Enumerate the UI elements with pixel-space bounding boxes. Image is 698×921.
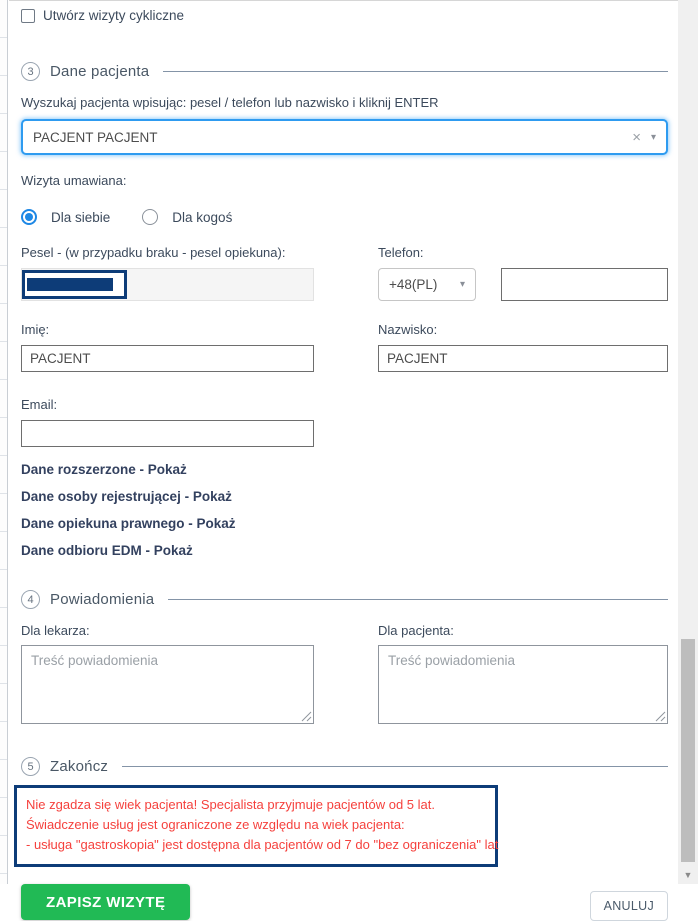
save-visit-button[interactable]: ZAPISZ WIZYTĘ (21, 884, 190, 920)
radio-for-other-label: Dla kogoś (172, 209, 233, 225)
radio-for-self-label: Dla siebie (51, 209, 111, 225)
phone-row (378, 268, 668, 301)
chevron-down-icon: ▾ (459, 279, 465, 290)
section-title: Dane pacjenta (50, 63, 150, 80)
recurring-visits-checkbox[interactable] (21, 9, 35, 23)
link-registering-person-data[interactable]: Dane osoby rejestrującej - Pokaż (21, 489, 232, 504)
visit-for-radio-group (21, 209, 668, 225)
radio-for-other[interactable] (142, 209, 158, 225)
expandable-data-links (21, 462, 668, 558)
phone-label: Telefon: (378, 245, 424, 260)
patient-notification-textarea[interactable] (379, 646, 667, 723)
link-extended-data[interactable]: Dane rozszerzone - Pokaż (21, 462, 187, 477)
email-label: Email: (21, 397, 58, 412)
phone-input[interactable] (501, 268, 668, 301)
background-panel-edge (0, 0, 8, 884)
scrollbar-thumb[interactable] (681, 639, 695, 862)
pesel-phone-row (21, 245, 668, 301)
step-number-icon: 3 (21, 62, 40, 81)
form-actions (21, 884, 668, 921)
clear-icon[interactable]: × (632, 128, 641, 146)
patient-search-box (21, 119, 668, 155)
notification-labels-row (21, 623, 668, 638)
pesel-input[interactable] (21, 268, 314, 301)
doctor-notification-wrap (21, 645, 314, 724)
email-field-group (21, 397, 314, 447)
patient-notification-label: Dla pacjenta: (378, 623, 454, 638)
resize-handle-icon[interactable] (301, 711, 312, 722)
patient-search-hint: Wyszukaj pacjenta wpisując: pesel / telefon lub nazwisko i kliknij ENTER (21, 95, 439, 110)
pesel-highlight-box (22, 270, 127, 299)
section-header-finish (21, 757, 668, 776)
name-row (21, 322, 668, 372)
step-number-icon: 4 (21, 590, 40, 609)
last-name-field-group (378, 322, 668, 372)
section-divider (163, 71, 668, 72)
pesel-redacted-value (27, 278, 113, 291)
phone-prefix-select[interactable] (378, 268, 476, 301)
last-name-label: Nazwisko: (378, 322, 438, 337)
link-edm-receipt-data[interactable]: Dane odbioru EDM - Pokaż (21, 543, 193, 558)
error-message: Nie zgadza się wiek pacjenta! Specjalista przyjmuje pacjentów od 5 lat. (26, 797, 435, 812)
age-validation-error-box (14, 785, 498, 867)
email-row (21, 397, 668, 447)
section-divider (122, 766, 668, 767)
link-legal-guardian-data[interactable]: Dane opiekuna prawnego - Pokaż (21, 516, 236, 531)
section-title: Zakończ (50, 758, 109, 775)
phone-prefix-value: +48(PL) (389, 277, 438, 292)
section-header-notifications (21, 590, 668, 609)
first-name-input[interactable] (21, 345, 314, 372)
patient-search-input[interactable] (33, 130, 624, 145)
scroll-down-arrow-icon[interactable]: ▼ (678, 866, 698, 884)
patient-notification-wrap (378, 645, 668, 724)
cancel-button[interactable]: ANULUJ (590, 891, 668, 921)
pesel-label: Pesel - (w przypadku braku - pesel opiekuna): (21, 245, 286, 260)
email-input[interactable] (21, 420, 314, 447)
first-name-label: Imię: (21, 322, 50, 337)
resize-handle-icon[interactable] (655, 711, 666, 722)
chevron-down-icon[interactable]: ▾ (650, 131, 656, 143)
radio-for-self[interactable] (21, 209, 37, 225)
vertical-scrollbar[interactable] (678, 0, 698, 884)
visit-for-label: Wizyta umawiana: (21, 173, 127, 188)
step-number-icon: 5 (21, 757, 40, 776)
doctor-notification-label: Dla lekarza: (21, 623, 90, 638)
notification-textareas-row (21, 645, 668, 724)
error-message: - usługa "gastroskopia" jest dostępna dla pacjentów od 7 do "bez ograniczenia" lat (26, 837, 499, 852)
doctor-notification-textarea[interactable] (22, 646, 313, 723)
pesel-field-group (21, 245, 314, 301)
first-name-field-group (21, 322, 314, 372)
last-name-input[interactable] (378, 345, 668, 372)
section-header-patient-data (21, 62, 668, 81)
section-title: Powiadomienia (50, 591, 155, 608)
recurring-visits-label: Utwórz wizyty cykliczne (43, 8, 185, 23)
section-divider (168, 599, 668, 600)
phone-field-group (378, 245, 668, 301)
error-message: Świadczenie usług jest ograniczone ze względu na wiek pacjenta: (26, 817, 405, 832)
appointment-form (9, 0, 678, 913)
recurring-visits-row (21, 1, 668, 23)
